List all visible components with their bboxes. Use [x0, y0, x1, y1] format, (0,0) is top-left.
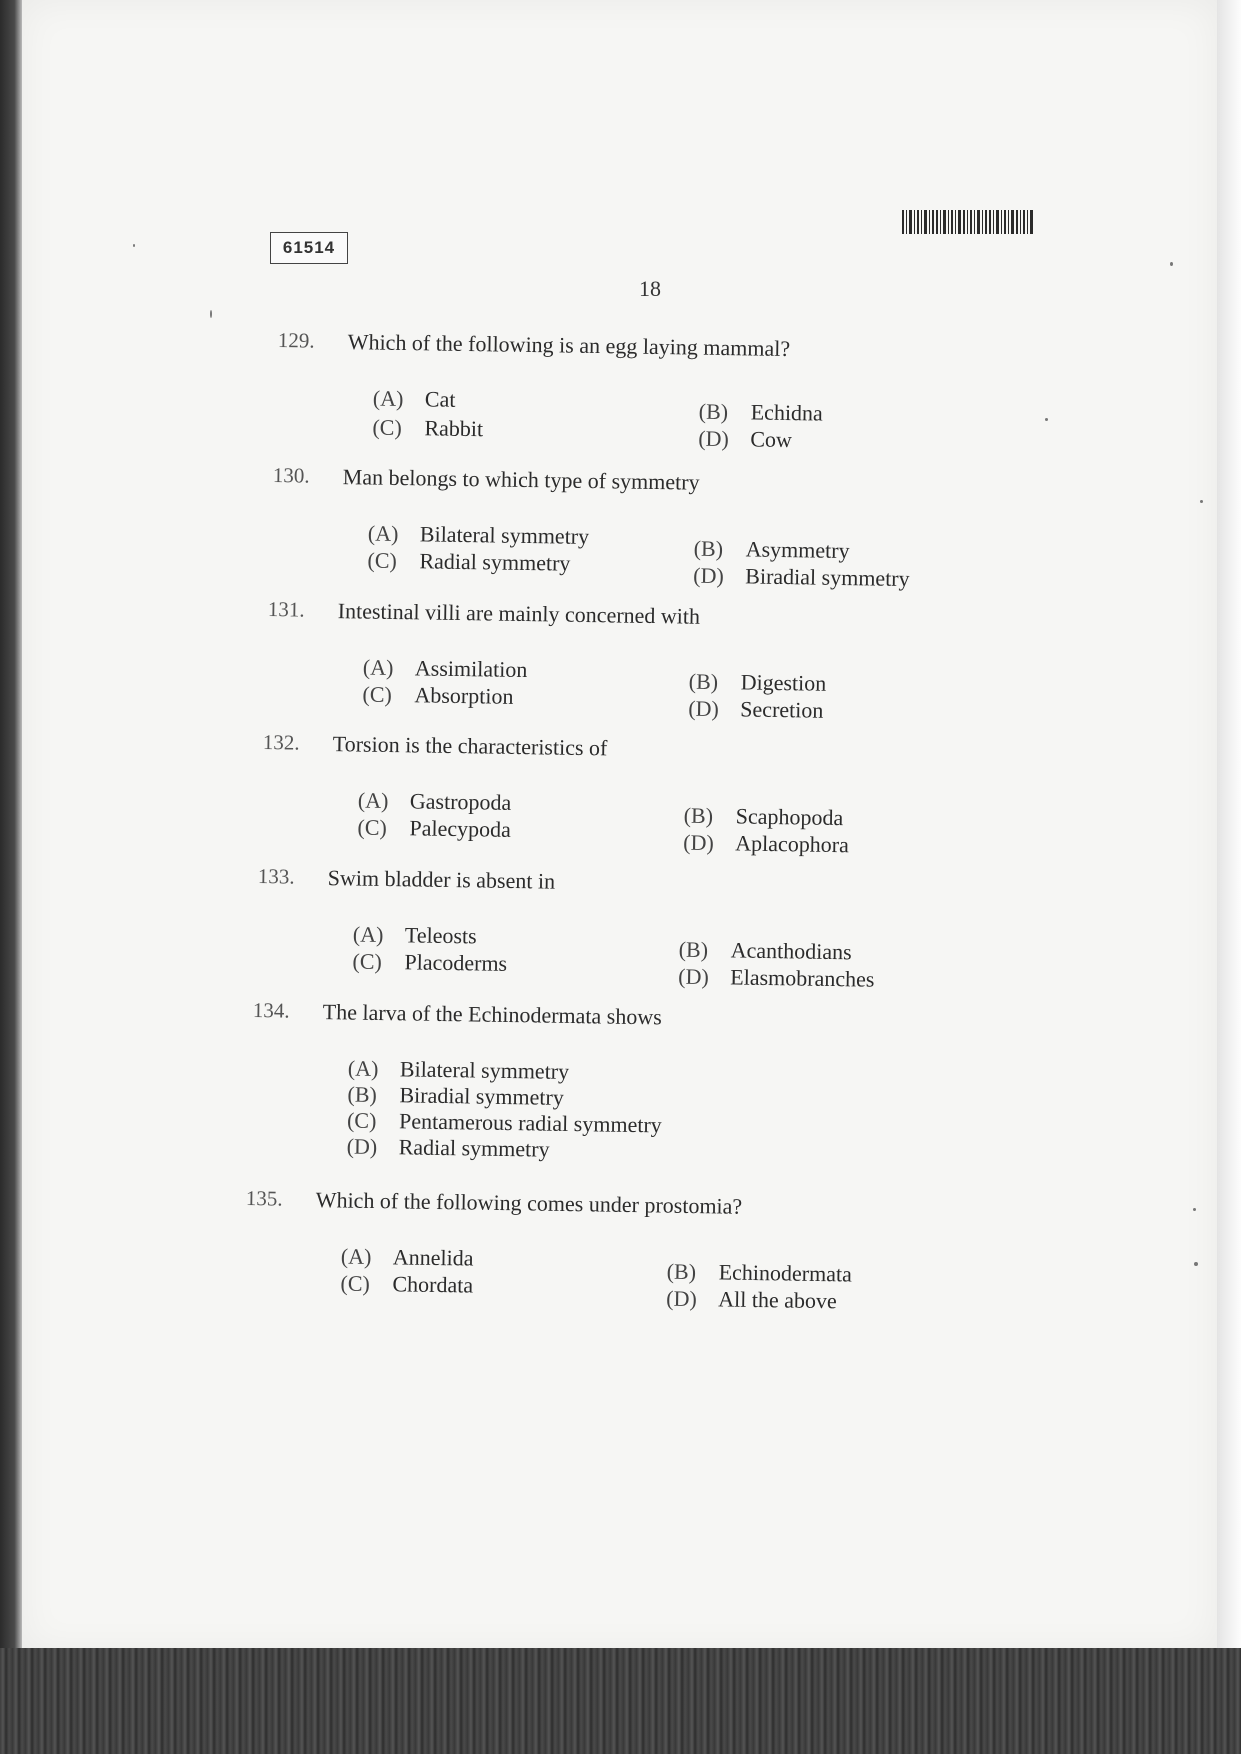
option-d: (D) All the above: [666, 1285, 837, 1314]
scan-edge-left: [0, 0, 24, 1754]
option-d: (D) Secretion: [688, 695, 824, 723]
option-a: (A) Assimilation: [362, 654, 528, 683]
question-number: 134.: [252, 998, 290, 1023]
scan-speck: [1170, 262, 1173, 266]
question-text: Which of the following comes under prostomia?: [315, 1187, 743, 1219]
option-c: (C) Chordata: [340, 1270, 474, 1298]
scan-speck: [1045, 418, 1048, 421]
option-d: (D) Cow: [698, 425, 793, 453]
option-c: (C) Rabbit: [372, 414, 484, 442]
scan-speck: [210, 310, 212, 318]
option-c: (C) Absorption: [362, 681, 514, 709]
option-d: (D) Radial symmetry: [346, 1133, 550, 1162]
paper-code-box: 61514: [270, 232, 348, 264]
question-number: 133.: [257, 864, 295, 889]
option-b: (B) Digestion: [688, 668, 827, 696]
option-a: (A) Gastropoda: [357, 787, 512, 815]
option-c: (C) Palecypoda: [357, 814, 512, 842]
option-c: (C) Radial symmetry: [367, 547, 571, 576]
option-c: (C) Placoderms: [352, 948, 508, 976]
option-d: (D) Aplacophora: [683, 829, 850, 858]
scan-speck: [133, 244, 135, 247]
option-b: (B) Asymmetry: [693, 535, 850, 564]
question-number: 135.: [245, 1186, 283, 1211]
option-a: (A) Annelida: [340, 1243, 474, 1271]
option-a: (A) Teleosts: [352, 921, 477, 949]
scan-edge-right: [1217, 0, 1241, 1650]
scan-speck: [1200, 500, 1203, 503]
option-b: (B) Echidna: [698, 398, 824, 426]
question-text: The larva of the Echinodermata shows: [322, 999, 662, 1030]
barcode: [902, 210, 1034, 234]
option-a: (A) Cat: [372, 385, 456, 412]
option-d: (D) Biradial symmetry: [693, 562, 910, 592]
option-b: (B) Scaphopoda: [683, 802, 844, 831]
question-number: 129.: [277, 328, 315, 353]
question-text: Swim bladder is absent in: [327, 865, 556, 894]
question-number: 130.: [272, 463, 310, 488]
question-number: 131.: [267, 597, 305, 622]
option-b: (B) Acanthodians: [678, 936, 852, 965]
option-c: (C) Pentamerous radial symmetry: [346, 1107, 662, 1138]
option-a: (A) Bilateral symmetry: [367, 520, 590, 549]
exam-page: [22, 0, 1217, 1652]
scan-speck: [1194, 1262, 1198, 1266]
question-number: 132.: [262, 730, 300, 755]
option-b: (B) Biradial symmetry: [347, 1081, 565, 1110]
question-text: Which of the following is an egg laying mammal?: [347, 329, 791, 362]
option-d: (D) Elasmobranches: [678, 963, 875, 992]
option-b: (B) Echinodermata: [666, 1258, 853, 1287]
scan-edge-bottom: [0, 1648, 1241, 1754]
page-number: 18: [639, 276, 661, 301]
option-a: (A) Bilateral symmetry: [347, 1055, 570, 1084]
question-text: Torsion is the characteristics of: [332, 731, 608, 761]
question-text: Intestinal villi are mainly concerned with: [337, 598, 701, 629]
scan-speck: [1193, 1208, 1196, 1211]
question-text: Man belongs to which type of symmetry: [342, 464, 700, 495]
